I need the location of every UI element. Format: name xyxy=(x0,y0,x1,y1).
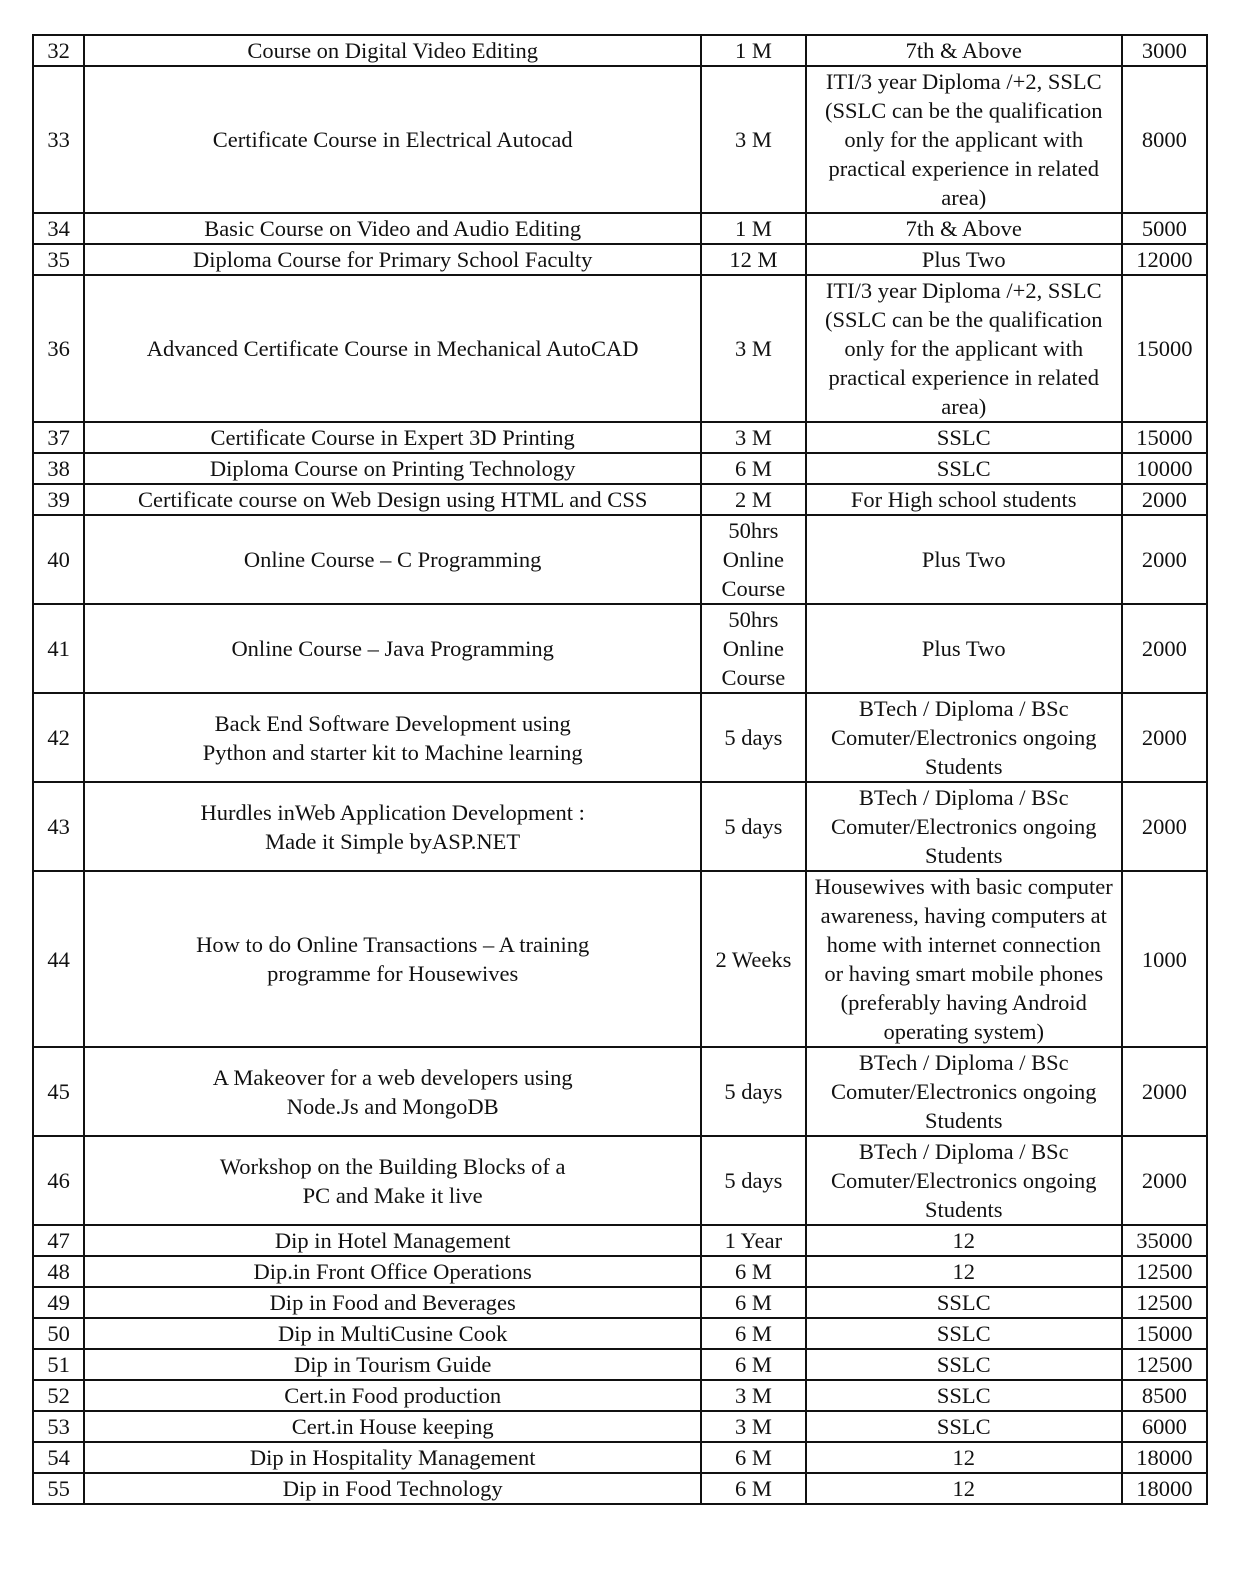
duration-line: Online xyxy=(722,547,784,572)
course-name-line: Cert.in House keeping xyxy=(291,1414,494,1439)
course-name-cell xyxy=(84,604,701,693)
duration-line: 2 M xyxy=(734,487,772,512)
qualification-cell xyxy=(806,871,1122,1047)
duration-cell xyxy=(701,1047,806,1136)
qualification-line: SSLC xyxy=(936,1414,991,1439)
row-number-cell: 39 xyxy=(33,484,84,515)
course-name-line: programme for Housewives xyxy=(267,961,519,986)
duration-line: 1 M xyxy=(734,216,772,241)
table-row xyxy=(33,515,1207,604)
duration-line: 3 M xyxy=(734,1383,772,1408)
duration-line: Online xyxy=(722,636,784,661)
duration-cell xyxy=(701,1380,806,1411)
row-number-cell: 40 xyxy=(33,515,84,604)
duration-cell xyxy=(701,275,806,422)
qualification-line: or having smart mobile phones xyxy=(824,961,1104,986)
duration-line: 6 M xyxy=(734,1321,772,1346)
course-name-line: Workshop on the Building Blocks of a xyxy=(219,1153,566,1179)
qualification-line: Plus Two xyxy=(921,247,1006,272)
duration-cell xyxy=(701,871,806,1047)
row-number-cell: 45 xyxy=(33,1047,84,1136)
qualification-line: (SSLC can be the qualification xyxy=(825,98,1103,123)
table-row xyxy=(33,604,1207,693)
duration-line: 6 M xyxy=(734,456,772,481)
table-row xyxy=(33,66,1207,213)
course-name-cell xyxy=(84,484,701,515)
course-name-line: Course on Digital Video Editing xyxy=(247,38,539,63)
duration-cell xyxy=(701,604,806,693)
duration-cell xyxy=(701,1349,806,1380)
qualification-cell xyxy=(806,275,1122,422)
qualification-cell xyxy=(806,515,1122,604)
qualification-cell xyxy=(806,1256,1122,1287)
row-number-cell: 48 xyxy=(33,1256,84,1287)
course-name-line: Cert.in Food production xyxy=(284,1383,502,1408)
duration-line: 5 days xyxy=(724,725,783,750)
course-name-line: Advanced Certificate Course in Mechanical AutoCAD xyxy=(146,336,639,361)
qualification-cell xyxy=(806,453,1122,484)
qualification-cell xyxy=(806,1047,1122,1136)
duration-cell xyxy=(701,1411,806,1442)
qualification-line: area) xyxy=(941,394,987,419)
duration-line: 1 M xyxy=(734,38,772,63)
fee-cell: 12500 xyxy=(1122,1256,1207,1287)
row-number-cell: 47 xyxy=(33,1225,84,1256)
course-name-line: PC and Make it live xyxy=(302,1182,483,1208)
qualification-line: BTech / Diploma / BSc xyxy=(858,696,1069,721)
course-name-line: Online Course – Java Programming xyxy=(231,636,554,661)
fee-cell: 8000 xyxy=(1122,66,1207,213)
course-name-line: Basic Course on Video and Audio Editing xyxy=(204,216,582,241)
course-name-line: Certificate Course in Electrical Autocad xyxy=(212,127,573,152)
fee-cell: 8500 xyxy=(1122,1380,1207,1411)
qualification-line: Students xyxy=(924,754,1003,779)
qualification-cell xyxy=(806,1318,1122,1349)
table-row xyxy=(33,275,1207,422)
qualification-line: SSLC xyxy=(936,1321,991,1346)
duration-line: 6 M xyxy=(734,1259,772,1284)
course-name-line: Made it Simple byASP.NET xyxy=(265,828,521,854)
course-table xyxy=(32,34,1208,1505)
fee-cell: 2000 xyxy=(1122,515,1207,604)
duration-cell xyxy=(701,1318,806,1349)
qualification-line: ITI/3 year Diploma /+2, SSLC xyxy=(825,278,1102,303)
qualification-line: ITI/3 year Diploma /+2, SSLC xyxy=(825,69,1102,94)
duration-cell xyxy=(701,515,806,604)
row-number-cell: 51 xyxy=(33,1349,84,1380)
fee-cell: 12500 xyxy=(1122,1287,1207,1318)
fee-cell: 2000 xyxy=(1122,782,1207,871)
course-name-line: Dip in Tourism Guide xyxy=(293,1352,492,1377)
qualification-cell xyxy=(806,1136,1122,1225)
course-name-line: Diploma Course for Primary School Faculty xyxy=(193,247,593,272)
qualification-cell xyxy=(806,1349,1122,1380)
course-name-cell xyxy=(84,693,701,782)
course-name-cell xyxy=(84,244,701,275)
duration-line: 3 M xyxy=(734,336,772,361)
qualification-cell xyxy=(806,244,1122,275)
qualification-line: Plus Two xyxy=(921,636,1006,661)
table-row xyxy=(33,1256,1207,1287)
duration-line: 50hrs xyxy=(728,518,779,543)
qualification-line: 7th & Above xyxy=(905,216,1022,241)
course-table-body xyxy=(33,35,1207,1504)
duration-cell xyxy=(701,422,806,453)
duration-cell xyxy=(701,693,806,782)
course-name-line: Node.Js and MongoDB xyxy=(286,1093,499,1119)
fee-cell: 15000 xyxy=(1122,422,1207,453)
row-number-cell: 34 xyxy=(33,213,84,244)
course-name-cell xyxy=(84,1318,701,1349)
duration-line: 50hrs xyxy=(728,607,779,632)
course-name-cell xyxy=(84,1442,701,1473)
fee-cell: 2000 xyxy=(1122,1136,1207,1225)
fee-cell: 2000 xyxy=(1122,693,1207,782)
qualification-line: Students xyxy=(924,1197,1003,1222)
qualification-cell xyxy=(806,66,1122,213)
course-name-line: Dip in MultiCusine Cook xyxy=(277,1321,508,1346)
qualification-line: Students xyxy=(924,843,1003,868)
qualification-cell xyxy=(806,422,1122,453)
course-name-line: Back End Software Development using xyxy=(214,710,571,736)
qualification-line: home with internet connection xyxy=(826,932,1101,957)
qualification-cell xyxy=(806,1411,1122,1442)
fee-cell: 12000 xyxy=(1122,244,1207,275)
table-row xyxy=(33,1287,1207,1318)
qualification-line: SSLC xyxy=(936,1290,991,1315)
qualification-line: SSLC xyxy=(936,456,991,481)
table-row xyxy=(33,484,1207,515)
duration-cell xyxy=(701,782,806,871)
duration-cell xyxy=(701,66,806,213)
qualification-cell xyxy=(806,604,1122,693)
qualification-line: SSLC xyxy=(936,1383,991,1408)
row-number-cell: 32 xyxy=(33,35,84,66)
course-name-cell xyxy=(84,453,701,484)
row-number-cell: 37 xyxy=(33,422,84,453)
course-name-cell xyxy=(84,1136,701,1225)
row-number-cell: 35 xyxy=(33,244,84,275)
table-row xyxy=(33,871,1207,1047)
course-name-line: Diploma Course on Printing Technology xyxy=(209,456,576,481)
course-name-cell xyxy=(84,1287,701,1318)
qualification-cell xyxy=(806,213,1122,244)
table-row xyxy=(33,1136,1207,1225)
qualification-line: awareness, having computers at xyxy=(820,903,1107,928)
table-row xyxy=(33,782,1207,871)
fee-cell: 2000 xyxy=(1122,1047,1207,1136)
table-row xyxy=(33,1225,1207,1256)
duration-line: 3 M xyxy=(734,425,772,450)
duration-line: 3 M xyxy=(734,127,772,152)
qualification-line: only for the applicant with xyxy=(844,336,1084,361)
course-name-cell xyxy=(84,66,701,213)
fee-cell: 2000 xyxy=(1122,604,1207,693)
duration-line: 3 M xyxy=(734,1414,772,1439)
table-row xyxy=(33,693,1207,782)
table-row xyxy=(33,1442,1207,1473)
qualification-line: BTech / Diploma / BSc xyxy=(858,1139,1069,1164)
course-name-cell xyxy=(84,1225,701,1256)
qualification-line: Comuter/Electronics ongoing xyxy=(830,1079,1097,1104)
qualification-line: operating system) xyxy=(883,1019,1045,1044)
fee-cell: 10000 xyxy=(1122,453,1207,484)
course-name-cell xyxy=(84,1380,701,1411)
duration-line: 6 M xyxy=(734,1476,772,1501)
duration-line: 6 M xyxy=(734,1445,772,1470)
table-row xyxy=(33,35,1207,66)
duration-cell xyxy=(701,453,806,484)
row-number-cell: 36 xyxy=(33,275,84,422)
fee-cell: 5000 xyxy=(1122,213,1207,244)
duration-line: 6 M xyxy=(734,1290,772,1315)
fee-cell: 18000 xyxy=(1122,1442,1207,1473)
fee-cell: 6000 xyxy=(1122,1411,1207,1442)
course-name-cell xyxy=(84,1411,701,1442)
course-name-cell xyxy=(84,213,701,244)
course-name-line: Certificate course on Web Design using HTML and CSS xyxy=(137,487,648,512)
qualification-line: only for the applicant with xyxy=(844,127,1084,152)
course-name-cell xyxy=(84,1473,701,1504)
duration-line: Course xyxy=(721,576,786,601)
qualification-line: 12 xyxy=(952,1228,975,1253)
table-row xyxy=(33,1411,1207,1442)
row-number-cell: 44 xyxy=(33,871,84,1047)
qualification-cell xyxy=(806,35,1122,66)
qualification-line: (SSLC can be the qualification xyxy=(825,307,1103,332)
duration-cell xyxy=(701,244,806,275)
duration-line: 1 Year xyxy=(724,1228,783,1253)
duration-line: 12 M xyxy=(729,247,778,272)
table-row xyxy=(33,422,1207,453)
qualification-line: Comuter/Electronics ongoing xyxy=(830,1168,1097,1193)
course-name-cell xyxy=(84,1047,701,1136)
duration-cell xyxy=(701,1256,806,1287)
qualification-line: Housewives with basic computer xyxy=(814,874,1113,899)
course-name-line: Dip in Hospitality Management xyxy=(249,1445,536,1470)
qualification-cell xyxy=(806,1380,1122,1411)
duration-cell xyxy=(701,484,806,515)
qualification-line: 12 xyxy=(952,1259,975,1284)
qualification-line: area) xyxy=(941,185,987,210)
row-number-cell: 38 xyxy=(33,453,84,484)
fee-cell: 2000 xyxy=(1122,484,1207,515)
table-row xyxy=(33,213,1207,244)
duration-line: 6 M xyxy=(734,1352,772,1377)
duration-cell xyxy=(701,213,806,244)
qualification-cell xyxy=(806,1473,1122,1504)
qualification-line: practical experience in related xyxy=(828,156,1099,181)
duration-cell xyxy=(701,1442,806,1473)
duration-line: Course xyxy=(721,665,786,690)
duration-line: 5 days xyxy=(724,814,783,839)
duration-cell xyxy=(701,35,806,66)
course-name-line: Hurdles inWeb Application Development : xyxy=(200,799,585,825)
row-number-cell: 33 xyxy=(33,66,84,213)
qualification-line: 7th & Above xyxy=(905,38,1022,63)
course-name-line: Certificate Course in Expert 3D Printing xyxy=(210,425,575,450)
qualification-cell xyxy=(806,484,1122,515)
duration-cell xyxy=(701,1287,806,1318)
duration-line: 5 days xyxy=(724,1168,783,1193)
qualification-line: Plus Two xyxy=(921,547,1006,572)
fee-cell: 35000 xyxy=(1122,1225,1207,1256)
qualification-line: For High school students xyxy=(850,487,1077,512)
row-number-cell: 50 xyxy=(33,1318,84,1349)
duration-line: 5 days xyxy=(724,1079,783,1104)
qualification-line: SSLC xyxy=(936,1352,991,1377)
table-row xyxy=(33,1047,1207,1136)
duration-cell xyxy=(701,1473,806,1504)
table-row xyxy=(33,1473,1207,1504)
row-number-cell: 46 xyxy=(33,1136,84,1225)
row-number-cell: 43 xyxy=(33,782,84,871)
course-name-cell xyxy=(84,1349,701,1380)
qualification-line: 12 xyxy=(952,1445,975,1470)
qualification-line: BTech / Diploma / BSc xyxy=(858,785,1069,810)
course-name-cell xyxy=(84,782,701,871)
course-name-cell xyxy=(84,515,701,604)
qualification-line: practical experience in related xyxy=(828,365,1099,390)
qualification-line: SSLC xyxy=(936,425,991,450)
course-name-cell xyxy=(84,35,701,66)
course-name-line: Dip in Food Technology xyxy=(282,1476,503,1501)
table-row xyxy=(33,1349,1207,1380)
course-name-line: How to do Online Transactions – A training xyxy=(196,932,590,957)
fee-cell: 18000 xyxy=(1122,1473,1207,1504)
fee-cell: 3000 xyxy=(1122,35,1207,66)
table-row xyxy=(33,244,1207,275)
qualification-cell xyxy=(806,782,1122,871)
qualification-line: (preferably having Android xyxy=(840,990,1087,1015)
row-number-cell: 53 xyxy=(33,1411,84,1442)
qualification-line: Comuter/Electronics ongoing xyxy=(830,814,1097,839)
course-name-line: Python and starter kit to Machine learning xyxy=(202,739,583,765)
row-number-cell: 52 xyxy=(33,1380,84,1411)
table-row xyxy=(33,1318,1207,1349)
qualification-cell xyxy=(806,1442,1122,1473)
qualification-cell xyxy=(806,693,1122,782)
course-name-cell xyxy=(84,1256,701,1287)
qualification-cell xyxy=(806,1225,1122,1256)
qualification-line: 12 xyxy=(952,1476,975,1501)
fee-cell: 15000 xyxy=(1122,1318,1207,1349)
row-number-cell: 42 xyxy=(33,693,84,782)
course-name-line: Online Course – C Programming xyxy=(243,547,542,572)
course-name-cell xyxy=(84,871,701,1047)
fee-cell: 1000 xyxy=(1122,871,1207,1047)
course-name-line: Dip in Food and Beverages xyxy=(269,1290,516,1315)
qualification-cell xyxy=(806,1287,1122,1318)
course-name-line: A Makeover for a web developers using xyxy=(212,1064,573,1090)
duration-cell xyxy=(701,1136,806,1225)
row-number-cell: 41 xyxy=(33,604,84,693)
row-number-cell: 55 xyxy=(33,1473,84,1504)
course-name-line: Dip.in Front Office Operations xyxy=(253,1259,532,1284)
qualification-line: Students xyxy=(924,1108,1003,1133)
qualification-line: BTech / Diploma / BSc xyxy=(858,1050,1069,1075)
course-name-cell xyxy=(84,275,701,422)
course-name-line: Dip in Hotel Management xyxy=(274,1228,511,1253)
row-number-cell: 49 xyxy=(33,1287,84,1318)
row-number-cell: 54 xyxy=(33,1442,84,1473)
table-row xyxy=(33,1380,1207,1411)
fee-cell: 15000 xyxy=(1122,275,1207,422)
fee-cell: 12500 xyxy=(1122,1349,1207,1380)
duration-line: 2 Weeks xyxy=(715,946,792,972)
course-name-cell xyxy=(84,422,701,453)
qualification-line: Comuter/Electronics ongoing xyxy=(830,725,1097,750)
duration-cell xyxy=(701,1225,806,1256)
table-row xyxy=(33,453,1207,484)
